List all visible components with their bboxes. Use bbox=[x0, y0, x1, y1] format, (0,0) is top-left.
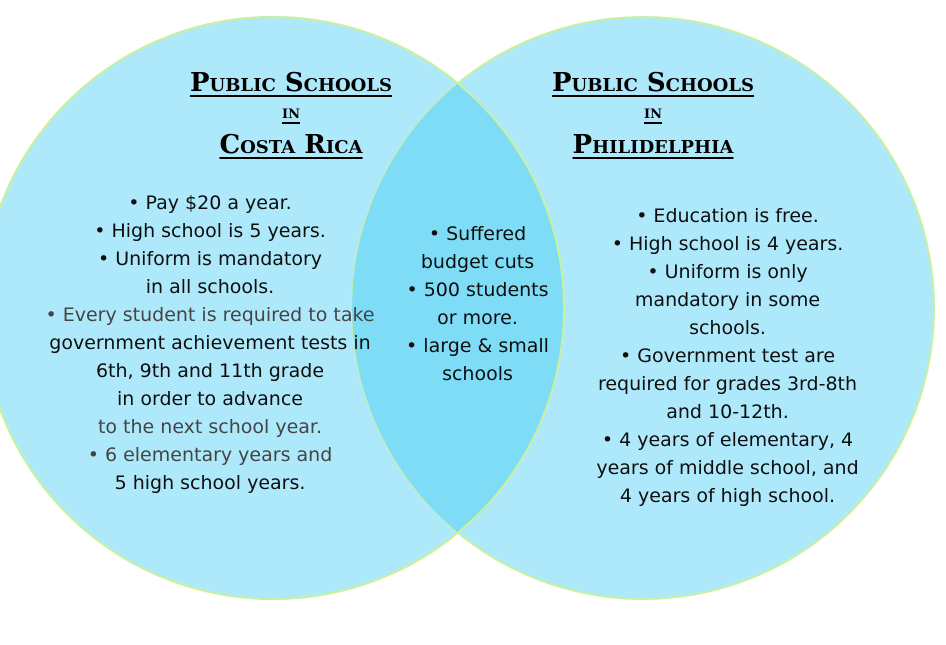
left-item: • High school is 5 years. bbox=[94, 220, 326, 242]
overlap-item: schools bbox=[442, 363, 513, 385]
left-item: • Every student is required to take bbox=[45, 304, 375, 326]
overlap-item: • Suffered bbox=[428, 223, 527, 245]
overlap-item: budget cuts bbox=[420, 251, 535, 273]
right-item: • High school is 4 years. bbox=[611, 233, 844, 255]
left-set-items bbox=[40, 189, 380, 497]
left-item: 5 high school years. bbox=[114, 472, 306, 494]
overlap-item: or more. bbox=[437, 307, 518, 329]
left-item: 6th, 9th and 11th grade bbox=[95, 360, 325, 382]
right-title-line2: in bbox=[644, 102, 662, 123]
right-item: required for grades 3rd-8th bbox=[597, 373, 858, 395]
left-set-title bbox=[186, 70, 396, 158]
overlap-item: • 500 students bbox=[406, 279, 549, 301]
right-title-line1: Public Schools bbox=[551, 68, 755, 98]
left-item: in all schools. bbox=[145, 276, 275, 298]
left-title-line2: in bbox=[282, 102, 300, 123]
right-item: • Government test are bbox=[619, 345, 836, 367]
right-item: and 10-12th. bbox=[666, 401, 789, 423]
right-item: mandatory in some bbox=[634, 289, 821, 311]
right-set-title bbox=[548, 70, 758, 158]
overlap-item: • large & small bbox=[406, 335, 549, 357]
right-set-items bbox=[575, 202, 880, 510]
right-item: • Education is free. bbox=[636, 205, 819, 227]
left-item: in order to advance bbox=[117, 388, 303, 410]
left-item: government achievement tests in bbox=[49, 332, 371, 354]
left-item: • 6 elementary years and bbox=[87, 444, 333, 466]
left-item: • Uniform is mandatory bbox=[97, 248, 323, 270]
right-item: years of middle school, and bbox=[596, 457, 859, 479]
right-item: • Uniform is only bbox=[647, 261, 808, 283]
left-item: • Pay $20 a year. bbox=[128, 192, 292, 214]
right-item: schools. bbox=[689, 317, 766, 339]
right-item: • 4 years of elementary, 4 bbox=[601, 429, 854, 451]
left-title-line3: Costa Rica bbox=[219, 130, 363, 160]
right-title-line3: Philidelphia bbox=[572, 130, 734, 160]
left-item: to the next school year. bbox=[97, 416, 323, 438]
overlap-items bbox=[395, 220, 560, 388]
right-item: 4 years of high school. bbox=[619, 485, 836, 507]
left-title-line1: Public Schools bbox=[189, 68, 393, 98]
